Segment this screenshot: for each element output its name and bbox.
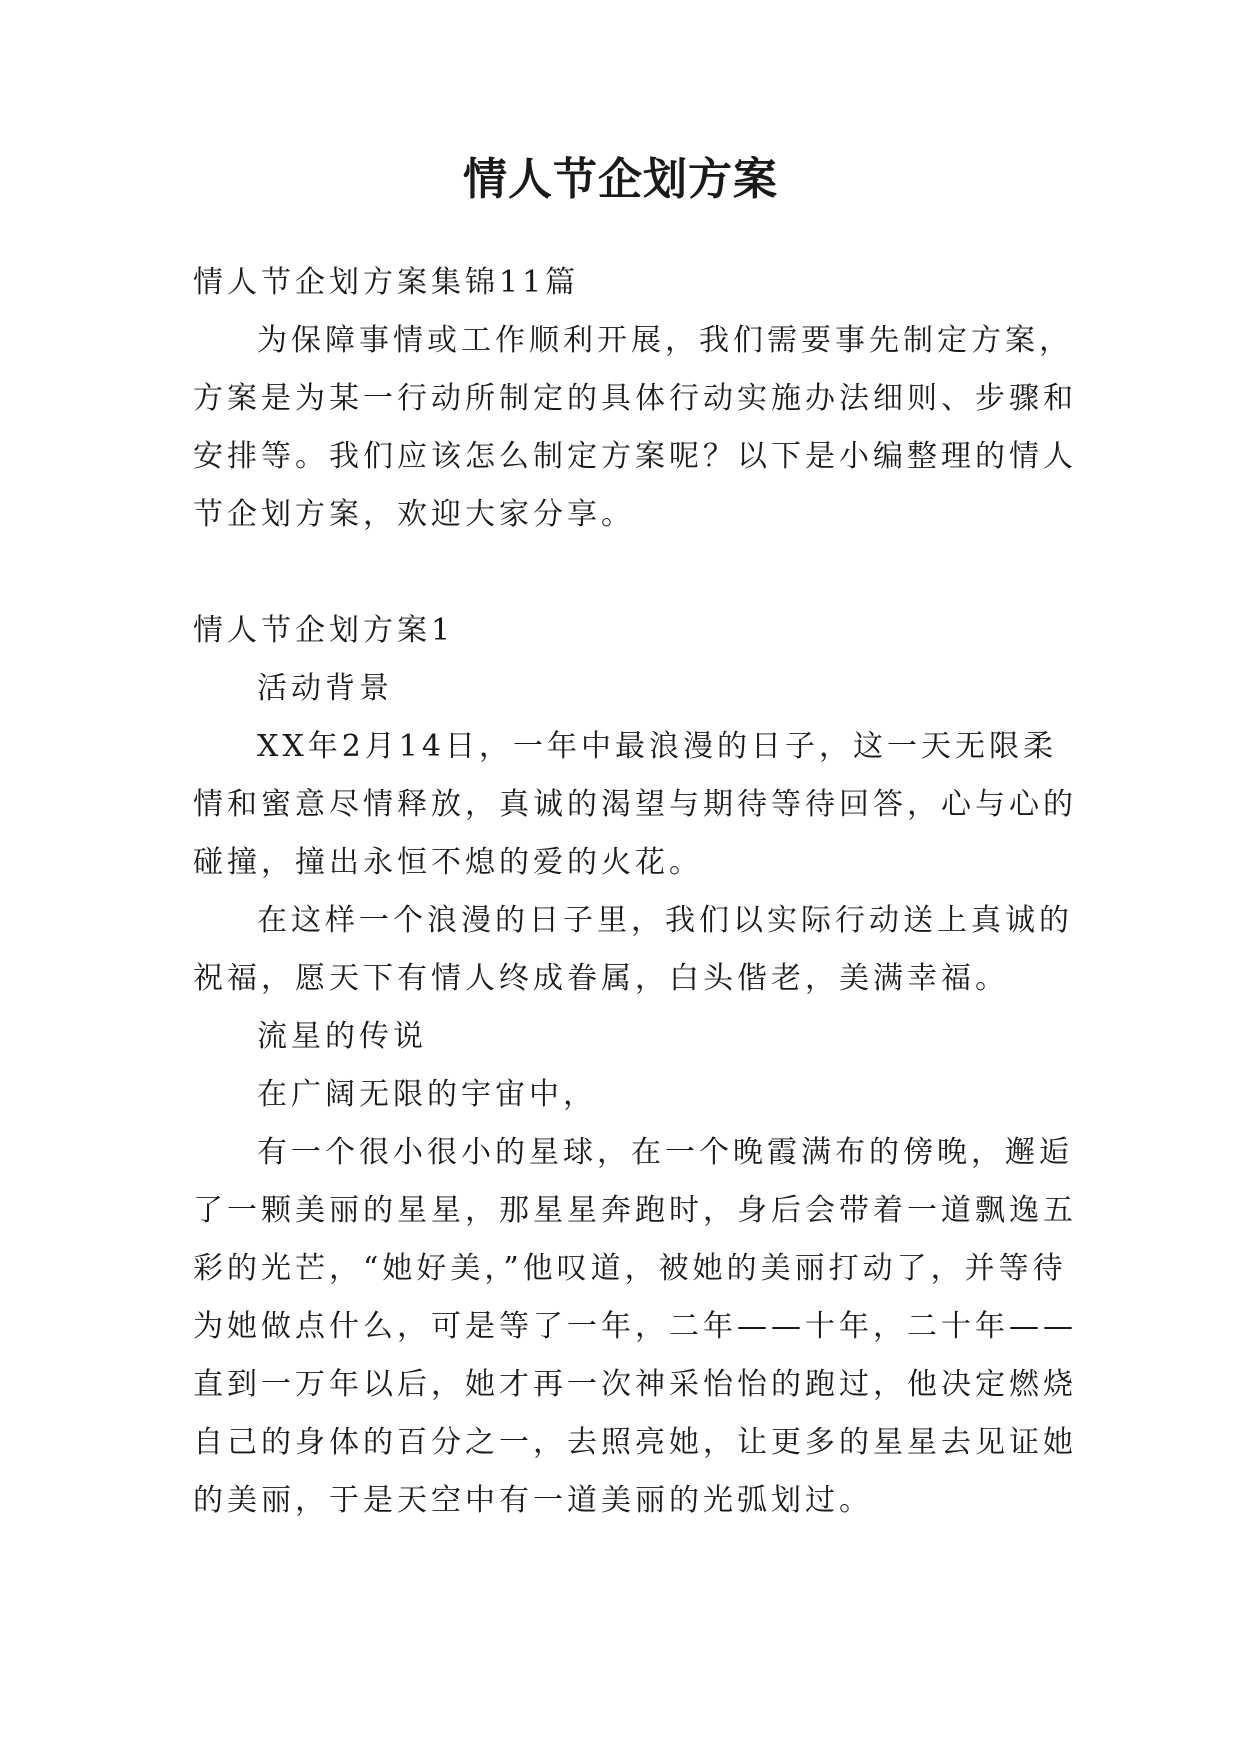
- legend-p1: 在广阔无限的宇宙中，: [257, 1077, 597, 1112]
- legend-p2-line-2: 了一颗美丽的星星，那星星奔跑时，身后会带着一道飘逸五: [193, 1193, 1077, 1228]
- background-p2-line-1: 在这样一个浪漫的日子里，我们以实际行动送上真诚的: [257, 903, 1073, 938]
- intro-line-1: 为保障事情或工作顺利开展，我们需要事先制定方案，: [257, 323, 1073, 358]
- intro-line-2: 方案是为某一行动所制定的具体行动实施办法细则、步骤和: [193, 381, 1077, 416]
- legend-p2-line-5: 直到一万年以后，她才再一次神采怡怡的跑过，他决定燃烧: [193, 1367, 1077, 1402]
- document-title: 情人节企划方案: [463, 154, 778, 205]
- intro-line-3: 安排等。我们应该怎么制定方案呢？以下是小编整理的情人: [193, 439, 1077, 474]
- background-p1-line-1: XX年2月14日，一年中最浪漫的日子，这一天无限柔: [257, 729, 1057, 764]
- subtitle: 情人节企划方案集锦11篇: [193, 265, 580, 300]
- legend-p2-line-4: 为她做点什么，可是等了一年，二年——十年，二十年——: [193, 1309, 1077, 1344]
- document-body: [193, 254, 1077, 1530]
- section1-heading: 情人节企划方案1: [193, 613, 455, 648]
- legend-p2-line-3: 彩的光芒，“她好美，”他叹道，被她的美丽打动了，并等待: [193, 1251, 1067, 1286]
- background-heading: 活动背景: [257, 671, 393, 706]
- section-gap: [193, 544, 1053, 602]
- intro-line-4: 节企划方案，欢迎大家分享。: [193, 497, 635, 532]
- legend-p2-line-7: 的美丽，于是天空中有一道美丽的光弧划过。: [193, 1483, 873, 1518]
- background-p2-line-2: 祝福，愿天下有情人终成眷属，白头偕老，美满幸福。: [193, 961, 1009, 996]
- background-p1-line-3: 碰撞，撞出永恒不熄的爱的火花。: [193, 845, 703, 880]
- background-p1-line-2: 情和蜜意尽情释放，真诚的渴望与期待等待回答，心与心的: [193, 787, 1077, 822]
- legend-heading: 流星的传说: [257, 1019, 427, 1054]
- legend-p2-line-6: 自己的身体的百分之一，去照亮她，让更多的星星去见证她: [193, 1425, 1077, 1460]
- legend-p2-line-1: 有一个很小很小的星球，在一个晚霞满布的傍晚，邂逅: [257, 1135, 1073, 1170]
